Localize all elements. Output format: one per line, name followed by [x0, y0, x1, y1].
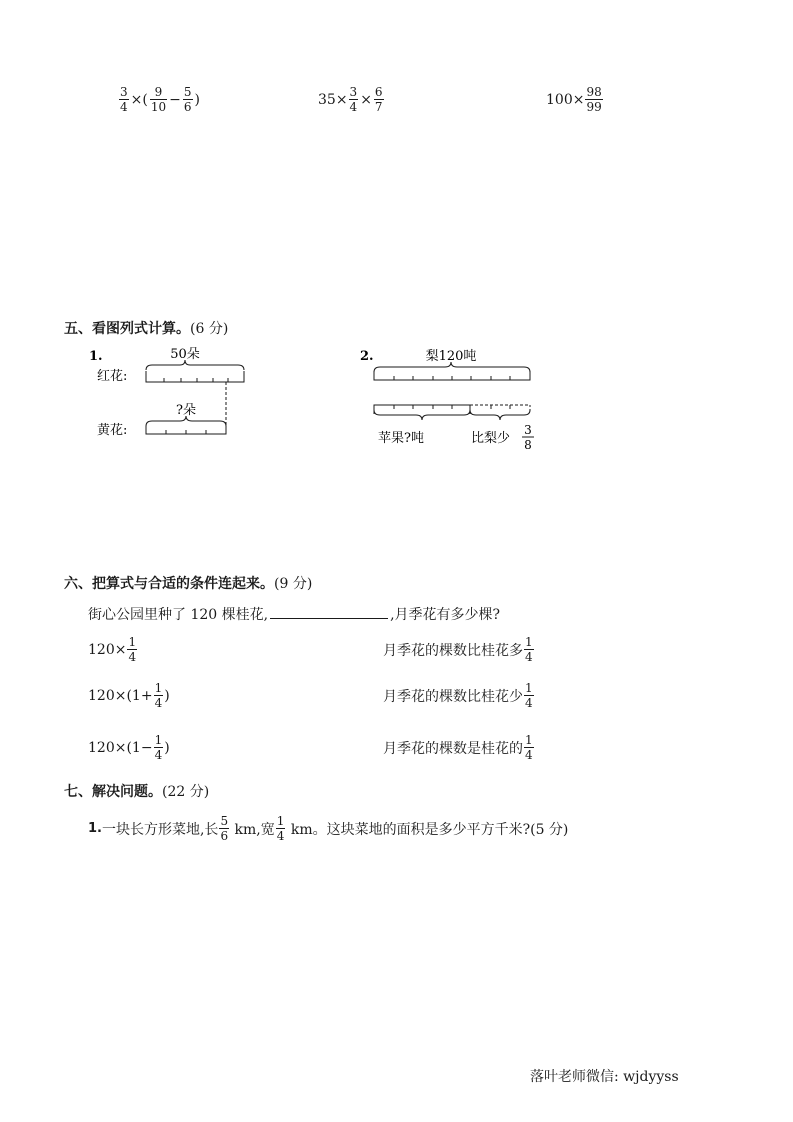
red-flower-segment: [146, 371, 244, 382]
fraction: $\frac{5}{6}$: [220, 814, 229, 843]
brace-label-pears: 梨120吨: [425, 349, 477, 364]
fraction-numerator: 3: [524, 423, 532, 437]
fraction: $\frac{6}{7}$: [374, 85, 383, 114]
apple-tick-marks: [394, 405, 452, 409]
red-tick-marks: [164, 378, 228, 382]
question-number: 1.: [88, 821, 102, 836]
brace-label-difference: 比梨少: [471, 431, 511, 446]
diagram-red-yellow-flowers: [80, 338, 280, 448]
fraction: $\frac{1}{4}$: [154, 681, 163, 710]
fraction: $\frac{1}{4}$: [128, 635, 137, 664]
difference-tick-marks: [491, 405, 510, 409]
fraction: $\frac{1}{4}$: [154, 733, 163, 762]
fraction-denominator: 8: [524, 438, 532, 452]
right-condition-1[interactable]: 月季花的棵数比桂花多 $\frac{1}{4}$: [383, 635, 533, 664]
section-6-stem: 街心公园里种了 120 棵桂花, ,月季花有多少棵?: [88, 604, 500, 624]
left-expression-2[interactable]: 120×(1+ $\frac{1}{4}$ ): [88, 681, 170, 710]
answer-blank[interactable]: [270, 604, 388, 619]
apple-segment: [374, 405, 470, 414]
row-label-yellow: 黄花:: [97, 423, 128, 438]
left-expression-1[interactable]: 120× $\frac{1}{4}$: [88, 635, 137, 664]
fraction: $\frac{9}{10}$: [150, 85, 167, 114]
calc-expression-2: 35× $\frac{3}{4}$ × $\frac{6}{7}$: [318, 85, 383, 114]
brace-label-apples: 苹果?吨: [378, 431, 424, 446]
fraction: $\frac{3}{4}$: [120, 85, 128, 114]
row-label-red: 红花:: [97, 369, 128, 384]
apple-brace: [374, 410, 470, 420]
pear-tick-marks: [394, 376, 510, 380]
brace-label-unknown: ?朵: [176, 403, 196, 418]
yellow-tick-marks: [166, 430, 206, 434]
brace-label-total: 50朵: [170, 347, 200, 362]
fraction: $\frac{1}{4}$: [525, 733, 533, 762]
calc-expression-3: 100× $\frac{98}{99}$: [546, 85, 602, 114]
fraction: $\frac{5}{6}$: [183, 85, 192, 114]
section-7-heading: 七、解决问题。(22 分): [64, 784, 210, 800]
right-condition-2[interactable]: 月季花的棵数比桂花少 $\frac{1}{4}$: [383, 681, 533, 710]
section-6-heading: 六、把算式与合适的条件连起来。(9 分): [64, 576, 313, 592]
problem-number: 1.: [89, 349, 103, 364]
right-condition-3[interactable]: 月季花的棵数是桂花的 $\frac{1}{4}$: [383, 733, 533, 762]
fraction: $\frac{1}{4}$: [276, 814, 285, 843]
middle-brace: [146, 416, 226, 426]
fraction: $\frac{3}{4}$: [349, 85, 358, 114]
difference-brace: [470, 410, 530, 420]
fraction: $\frac{98}{99}$: [586, 85, 602, 114]
fraction: $\frac{1}{4}$: [525, 635, 533, 664]
left-expression-3[interactable]: 120×(1− $\frac{1}{4}$ ): [88, 733, 170, 762]
footer-wechat: 落叶老师微信: wjdyyss: [530, 1069, 679, 1085]
question-7-1: 1. 一块长方形菜地,长 $\frac{5}{6}$ km,宽 $\frac{1}{4}$ km。这块菜地的面积是多少平方千米?(5 分): [88, 814, 569, 843]
calc-expression-1: $\frac{3}{4}$ ×( $\frac{9}{10}$ − $\frac{5}{6}$ ): [120, 85, 200, 114]
section-5-heading: 五、看图列式计算。(6 分): [64, 321, 229, 337]
problem-number: 2.: [360, 349, 374, 364]
diagram-pears-apples: [350, 338, 550, 458]
fraction: $\frac{1}{4}$: [525, 681, 533, 710]
